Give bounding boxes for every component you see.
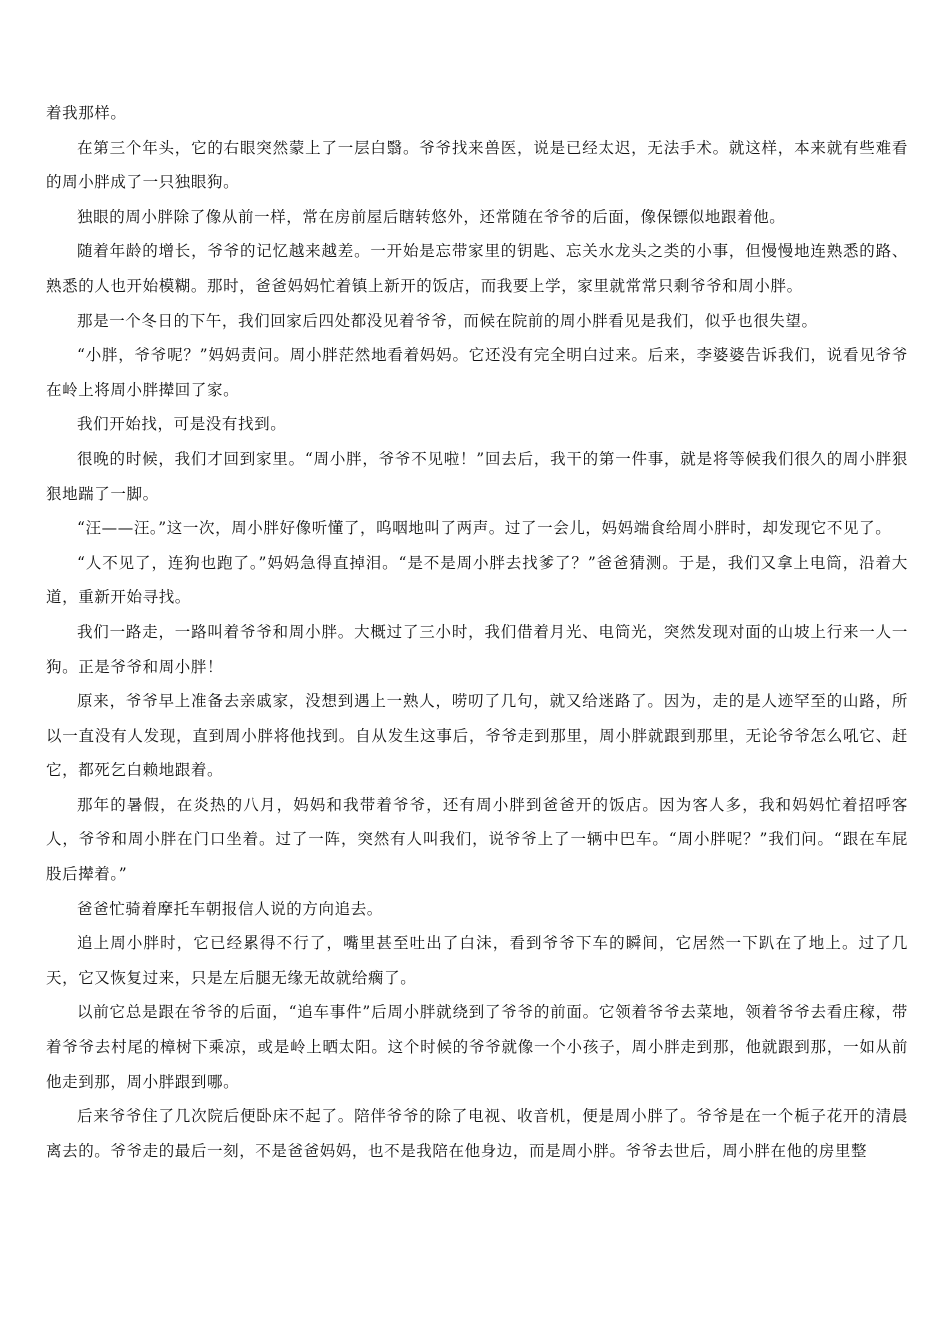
paragraph: 随着年龄的增长，爷爷的记忆越来越差。一开始是忘带家里的钥匙、忘关水龙头之类的小事，但慢慢地连熟悉的路、熟悉的人也开始模糊。那时，爸爸妈妈忙着镇上新开的饭店，而我要上学，家里就常常只剩爷爷和周小胖。 <box>46 242 908 295</box>
paragraph: 爸爸忙骑着摩托车朝报信人说的方向追去。 <box>77 899 383 918</box>
paragraph: 很晚的时候，我们才回到家里。“周小胖，爷爷不见啦！”回去后，我干的第一件事，就是将等候我们很久的周小胖狠狠地踹了一脚。 <box>46 449 908 503</box>
document-page <box>46 96 908 1168</box>
paragraph: 以前它总是跟在爷爷的后面，“追车事件”后周小胖就绕到了爷爷的前面。它领着爷爷去菜地，领着爷爷去看庄稼，带着爷爷去村尾的樟树下乘凉，或是岭上晒太阳。这个时候的爷爷就像一个小孩子，周小胖走到那，他就跟到那，一如从前他走到那，周小胖跟到哪。 <box>46 1003 908 1091</box>
paragraph: 那年的暑假，在炎热的八月，妈妈和我带着爷爷，还有周小胖到爸爸开的饭店。因为客人多，我和妈妈忙着招呼客人，爷爷和周小胖在门口坐着。过了一阵，突然有人叫我们，说爷爷上了一辆中巴车。“周小胖呢？”我们问。“跟在车屁股后撵着。” <box>46 795 908 884</box>
paragraph: “汪——汪。”这一次，周小胖好像听懂了，呜咽地叫了两声。过了一会儿，妈妈端食给周小胖时，却发现它不见了。 <box>77 519 892 538</box>
paragraph: 我们开始找，可是没有找到。 <box>77 415 287 434</box>
paragraph: 我们一路走，一路叫着爷爷和周小胖。大概过了三小时，我们借着月光、电筒光，突然发现对面的山坡上行来一人一狗。正是爷爷和周小胖！ <box>46 622 908 676</box>
paragraph: 追上周小胖时，它已经累得不行了，嘴里甚至吐出了白沫，看到爷爷下车的瞬间，它居然一下趴在了地上。过了几天，它又恢复过来，只是左后腿无缘无故就给瘸了。 <box>46 934 908 987</box>
paragraph: 独眼的周小胖除了像从前一样，常在房前屋后瞎转悠外，还常随在爷爷的后面，像保镖似地跟着他。 <box>77 207 786 226</box>
paragraph: “小胖，爷爷呢？”妈妈责问。周小胖茫然地看着妈妈。它还没有完全明白过来。后来，李婆婆告诉我们，说看见爷爷在岭上将周小胖撵回了家。 <box>46 346 908 399</box>
paragraph: 在第三个年头，它的右眼突然蒙上了一层白翳。爷爷找来兽医，说是已经太迟，无法手术。就这样，本来就有些难看的周小胖成了一只独眼狗。 <box>46 138 908 192</box>
paragraph: 那是一个冬日的下午，我们回家后四处都没见着爷爷，而候在院前的周小胖看见是我们，似乎也很失望。 <box>77 311 818 330</box>
paragraph: “人不见了，连狗也跑了。”妈妈急得直掉泪。“是不是周小胖去找爹了？”爸爸猜测。于是，我们又拿上电筒，沿着大道，重新开始寻找。 <box>46 553 908 607</box>
paragraph: 原来，爷爷早上准备去亲戚家，没想到遇上一熟人，唠叨了几句，就又给迷路了。因为，走的是人迹罕至的山路，所以一直没有人发现，直到周小胖将他找到。自从发生这事后，爷爷走到那里，周小胖就跟到那里，无论爷爷怎么吼它、赶它，都死乞白赖地跟着。 <box>46 692 908 780</box>
paragraph: 后来爷爷住了几次院后便卧床不起了。陪伴爷爷的除了电视、收音机，便是周小胖了。爷爷是在一个栀子花开的清晨离去的。爷爷走的最后一刻，不是爸爸妈妈，也不是我陪在他身边，而是周小胖。爷爷去世后，周小胖在他的房里整 <box>46 1107 908 1160</box>
paragraph: 着我那样。 <box>46 104 127 122</box>
